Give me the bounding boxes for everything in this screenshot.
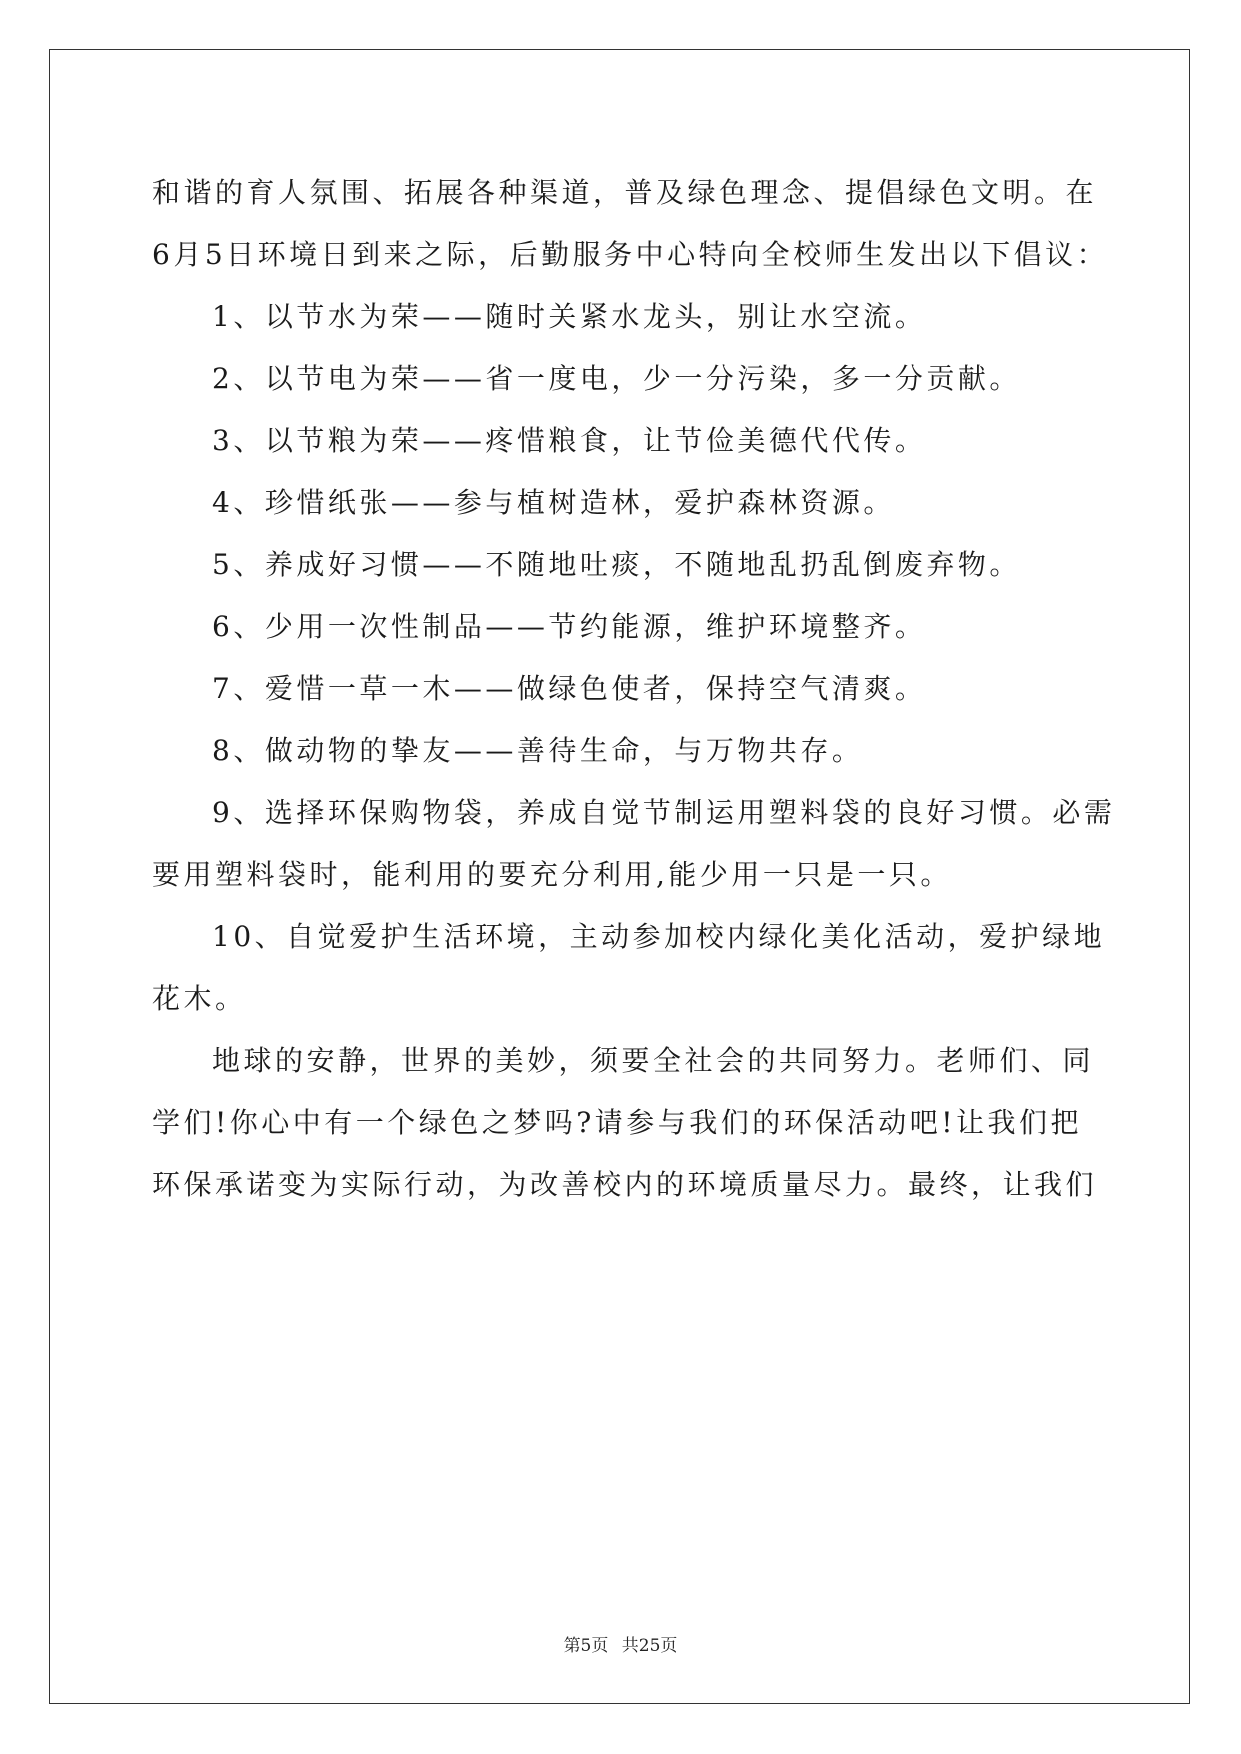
list-item: 1、以节水为荣——随时关紧水龙头，别让水空流。 — [212, 300, 927, 333]
text-line: 环保承诺变为实际行动，为改善校内的环境质量尽力。最终，让我们 — [152, 1168, 1098, 1201]
text-line: 学们!你心中有一个绿色之梦吗?请参与我们的环保活动吧!让我们把 — [152, 1106, 1083, 1139]
closing-paragraph — [152, 1030, 1098, 1216]
text-line: 花木。 — [152, 982, 247, 1015]
text-line: 6月5日环境日到来之际，后勤服务中心特向全校师生发出以下倡议： — [152, 238, 1109, 271]
text-line: 要用塑料袋时，能利用的要充分利用,能少用一只是一只。 — [152, 858, 952, 891]
text-line: 10、自觉爱护生活环境，主动参加校内绿化美化活动，爱护绿地 — [212, 920, 1106, 953]
list-item: 4、珍惜纸张——参与植树造林，爱护森林资源。 — [212, 486, 895, 519]
page-number: 第5页 — [563, 1636, 609, 1656]
list-item-9 — [152, 782, 1116, 906]
list-item-10 — [152, 906, 1106, 1030]
page-footer — [0, 1631, 1241, 1656]
text-line: 地球的安静，世界的美妙，须要全社会的共同努力。老师们、同 — [212, 1044, 1095, 1077]
page-total: 共25页 — [621, 1636, 678, 1656]
list-item: 7、爱惜一草一木——做绿色使者，保持空气清爽。 — [212, 672, 927, 705]
list-item: 5、养成好习惯——不随地吐痰，不随地乱扔乱倒废弃物。 — [212, 548, 1021, 581]
list-item: 3、以节粮为荣——疼惜粮食，让节俭美德代代传。 — [212, 424, 927, 457]
text-line: 9、选择环保购物袋，养成自觉节制运用塑料袋的良好习惯。必需 — [212, 796, 1116, 829]
list-item: 6、少用一次性制品——节约能源，维护环境整齐。 — [212, 610, 927, 643]
text-line: 和谐的育人氛围、拓展各种渠道，普及绿色理念、提倡绿色文明。在 — [152, 176, 1098, 209]
list-item: 8、做动物的挚友——善待生命，与万物共存。 — [212, 734, 864, 767]
list-item: 2、以节电为荣——省一度电，少一分污染，多一分贡献。 — [212, 362, 1021, 395]
document-body — [152, 162, 1116, 1216]
